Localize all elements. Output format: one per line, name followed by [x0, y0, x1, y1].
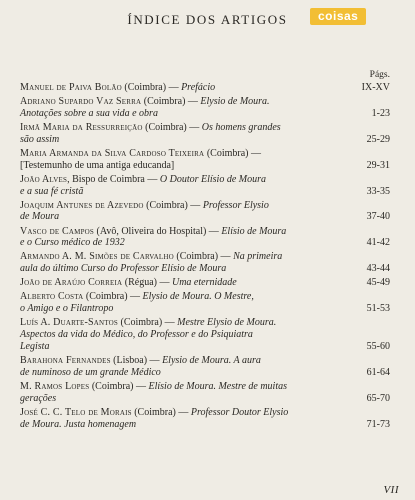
toc-pages: 71-73 — [366, 418, 390, 430]
page-number: VII — [383, 484, 399, 496]
toc-author: Armando A. M. Simões de Carvalho — [20, 251, 174, 263]
toc-title-continuation: de numinoso de um grande Médico — [20, 366, 161, 378]
page-title: ÍNDICE DOS ARTIGOS — [127, 12, 288, 27]
toc-title: Mestre Elysio de Moura. — [177, 317, 277, 329]
toc-pages: IX-XV — [361, 82, 390, 93]
toc-pages: 61-64 — [366, 366, 390, 378]
toc-entry-first-line — [20, 174, 390, 186]
toc-pages: 55-60 — [366, 340, 390, 352]
toc-pages: 41-42 — [366, 237, 390, 249]
toc-entry — [20, 407, 390, 431]
toc-entry — [20, 291, 390, 315]
toc-pages: 45-49 — [366, 277, 390, 289]
toc-author: Barahona Fernandes — [20, 355, 111, 366]
toc-place: , Bispo de Coimbra — — [67, 173, 158, 185]
toc-entry-first-line — [20, 122, 390, 134]
toc-entry-first-line — [20, 251, 390, 263]
toc-entry-first-line — [20, 226, 390, 238]
toc-place: (Coimbra) — — [124, 82, 179, 93]
toc-title: Na primeira — [233, 251, 283, 263]
toc-place: (Coimbra) — — [120, 317, 175, 329]
toc-title: Elysio de Moura. A aura — [162, 355, 261, 366]
toc-pages: 25-29 — [366, 133, 390, 145]
toc-entry-first-line — [20, 200, 390, 212]
toc-entry — [20, 148, 390, 172]
toc-title-continuation: o Amigo e o Filantropo — [20, 303, 114, 315]
toc-entry — [20, 226, 390, 250]
toc-pages: 51-53 — [366, 303, 390, 315]
toc-pages: 1-23 — [371, 107, 390, 119]
toc-title-continuation: de Moura. Justa homenagem — [20, 418, 137, 430]
toc-author: João de Araújo Correia — [20, 277, 123, 289]
toc-entry — [20, 277, 390, 289]
toc-title: Uma eternidade — [171, 277, 237, 289]
toc-author: Irmã Maria da Ressurreição — [20, 121, 143, 133]
toc-place: (Coimbra) — — [146, 199, 201, 211]
toc-entry-first-line — [20, 317, 390, 329]
toc-entry-first-line — [20, 355, 390, 367]
toc-author: João Alves — [20, 173, 68, 185]
toc-title-continuation: gerações — [20, 392, 57, 404]
toc-entry-first-line — [20, 82, 390, 94]
toc-title-continuation: de Moura — [20, 211, 60, 223]
toc-pages: 29-31 — [366, 159, 390, 171]
toc-entry — [20, 317, 390, 352]
toc-place: (Régua) — — [124, 277, 170, 289]
toc-title: Elysio de Moura. — [200, 96, 270, 108]
toc-title-continuation: Anotações sobre a sua vida e obra — [20, 107, 158, 119]
toc-entry — [20, 200, 390, 224]
toc-author: José C. C. Telo de Morais — [20, 406, 132, 418]
toc-title: Elísio de Moura. Mestre de muitas — [148, 380, 287, 392]
toc-author: Vasco de Campos — [20, 225, 95, 237]
toc-title-continuation: Aspectos da vida do Médico, do Professor e do Psiquiatra — [20, 329, 253, 341]
toc-author: Maria Armanda da Silva Cardoso Teixeira — [20, 147, 205, 159]
toc-pages: 43-44 — [366, 263, 390, 275]
toc-entry — [20, 251, 390, 275]
toc-entry — [20, 82, 390, 94]
toc-place: (Coimbra) — — [145, 121, 200, 133]
toc-place: (Lisboa) — — [113, 355, 160, 366]
toc-title: Elysio de Moura. O Mestre, — [142, 291, 254, 303]
toc-title: Prefácio — [181, 82, 216, 93]
toc-entry — [20, 122, 390, 146]
toc-entry-first-line — [20, 291, 390, 303]
toc-place: (Coimbra) — — [134, 406, 189, 418]
toc-title: Elísio de Moura — [221, 225, 287, 237]
toc-title: O Doutor Elísio de Moura — [159, 173, 266, 185]
toc-place: (Coimbra) — — [85, 291, 141, 303]
toc-place: (Avô, Oliveira do Hospital) — — [96, 225, 219, 237]
toc-entry — [20, 174, 390, 198]
toc-entry-first-line — [20, 277, 390, 289]
toc-entry-first-line — [20, 96, 390, 108]
toc-title-continuation: aula do último Curso do Professor Elísio de Moura — [20, 263, 227, 275]
toc-pages: 33-35 — [366, 185, 390, 197]
toc-title-continuation: Legista — [20, 340, 50, 352]
toc-entry — [20, 381, 390, 405]
toc-place: (Coimbra) — — [176, 251, 231, 263]
toc-place: (Coimbra) — — [143, 96, 198, 108]
toc-author: Joaquim Antunes de Azevedo — [20, 199, 144, 211]
table-of-contents — [20, 82, 390, 433]
toc-title-continuation: são assim — [20, 133, 60, 145]
toc-author: Alberto Costa — [20, 291, 84, 303]
toc-place: (Coimbra) — — [91, 380, 146, 392]
toc-title-continuation: e a sua fé cristã — [20, 185, 84, 197]
toc-author: Manuel de Paiva Bolão — [20, 82, 122, 93]
toc-author: Adriano Supardo Vaz Serra — [20, 96, 142, 108]
toc-entry — [20, 355, 390, 379]
toc-title: Professor Elysio — [202, 199, 269, 211]
toc-pages: 37-40 — [366, 211, 390, 223]
toc-entry-first-line — [20, 148, 390, 160]
watermark-logo: coisas — [310, 8, 366, 25]
toc-title-continuation: [Testemunho de uma antiga educanda] — [20, 159, 175, 171]
toc-author: Luís A. Duarte-Santos — [20, 317, 118, 329]
toc-pages: 65-70 — [366, 392, 390, 404]
pages-column-header: Págs. — [369, 70, 390, 80]
toc-title: Professor Doutor Elysio — [190, 406, 289, 418]
toc-entry-first-line — [20, 381, 390, 393]
toc-entry-first-line — [20, 407, 390, 419]
toc-title-continuation: e o Curso médico de 1932 — [20, 237, 125, 249]
toc-title: Os homens grandes — [201, 121, 281, 133]
toc-place: (Coimbra) — — [206, 147, 261, 159]
toc-author: M. Ramos Lopes — [20, 380, 90, 392]
toc-entry — [20, 96, 390, 120]
